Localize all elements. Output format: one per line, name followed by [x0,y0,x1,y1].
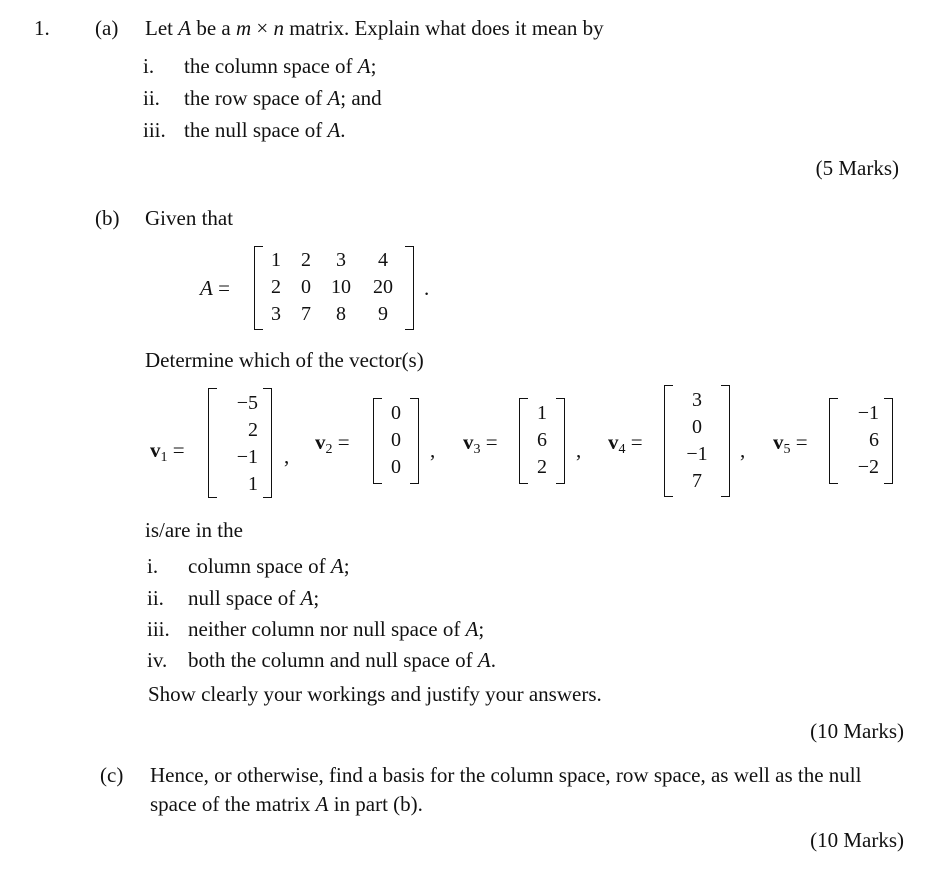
vector-v2-label: $v_2$ = [315,430,350,457]
part-a-stem: Let A be a m × n matrix. Explain what does it mean by [145,16,604,40]
vector-v1-label: $v_1$ = [150,438,185,465]
bracket-right [263,388,272,498]
part-a-marks: (5 Marks) [815,156,899,180]
vector-entry: −5 [236,392,258,414]
vector-entry: −2 [857,456,879,478]
part-a-item-label: iii. [143,118,166,142]
part-b-item-label: iv. [147,648,168,672]
part-a-item-label: ii. [143,86,160,110]
bracket-right [884,398,893,484]
vector-entry: 2 [537,456,547,478]
vector-entry: 2 [248,419,258,441]
part-b-show: Show clearly your workings and justify your answers. [148,682,602,706]
part-c-marks: (10 Marks) [810,828,904,852]
matrix-a-label: A = [200,276,230,300]
vector-v3-label: $v_3$ = [463,430,498,457]
part-a-label: (a) [95,16,119,40]
part-b-determine: Determine which of the vector(s) [145,348,424,372]
vector-entry: 1 [537,402,547,424]
matrix-cell: 10 [331,276,351,298]
matrix-cell: 20 [373,276,393,298]
part-b-marks: (10 Marks) [810,719,904,743]
part-b-item-text: neither column nor null space of A; [188,617,485,641]
part-b-isare: is/are in the [145,518,243,542]
matrix-cell: 2 [271,276,281,298]
matrix-cell: 4 [378,249,388,271]
part-b-label: (b) [95,206,120,230]
vector-entry: 0 [391,402,401,424]
matrix-cell: 8 [336,303,346,325]
comma: , [740,438,746,462]
part-b-item-label: i. [147,554,159,578]
vector-entry: 1 [248,473,258,495]
vector-v4-label: $v_4$ = [608,430,643,457]
bracket-left [664,385,673,497]
vector-v2 [373,398,419,484]
vector-entry: −1 [686,443,708,465]
comma: , [576,438,582,462]
part-b-item-text: both the column and null space of A. [188,648,496,672]
vector-v5-label: $v_5$ = [773,430,808,457]
vector-v4 [664,385,730,497]
question-number: 1. [34,16,50,40]
part-a-item-text: the column space of A; [184,54,377,78]
part-c-line2: space of the matrix A in part (b). [150,792,423,816]
vector-entry: 7 [692,470,702,492]
matrix-period: . [424,276,430,300]
bracket-left [208,388,217,498]
vector-entry: 0 [391,429,401,451]
part-b-given: Given that [145,206,234,230]
vector-v3 [519,398,565,484]
bracket-right [721,385,730,497]
matrix-cell: 2 [301,249,311,271]
vector-entry: −1 [857,402,879,424]
vector-entry: 6 [537,429,547,451]
vector-entry: −1 [236,446,258,468]
part-a-item-label: i. [143,54,155,78]
vector-entry: 3 [692,389,702,411]
part-b-item-text: null space of A; [188,586,320,610]
part-a-item-text: the row space of A; and [184,86,382,110]
part-b-item-label: iii. [147,617,170,641]
part-a-item-text: the null space of A. [184,118,346,142]
part-c-line1: Hence, or otherwise, find a basis for the column space, row space, as well as the null [150,763,862,787]
matrix-a [254,246,414,330]
vector-v5 [829,398,893,484]
comma: , [284,444,290,468]
vector-entry: 0 [391,456,401,478]
matrix-cell: 1 [271,249,281,271]
matrix-cell: 7 [301,303,311,325]
bracket-left [829,398,838,484]
matrix-cell: 3 [336,249,346,271]
vector-entry: 0 [692,416,702,438]
part-c-label: (c) [100,763,124,787]
vector-v1 [208,388,272,498]
matrix-cell: 9 [378,303,388,325]
vector-entry: 6 [869,429,879,451]
part-b-item-text: column space of A; [188,554,350,578]
matrix-cell: 0 [301,276,311,298]
comma: , [430,438,436,462]
bracket-right [405,246,414,330]
part-b-item-label: ii. [147,586,164,610]
matrix-cell: 3 [271,303,281,325]
